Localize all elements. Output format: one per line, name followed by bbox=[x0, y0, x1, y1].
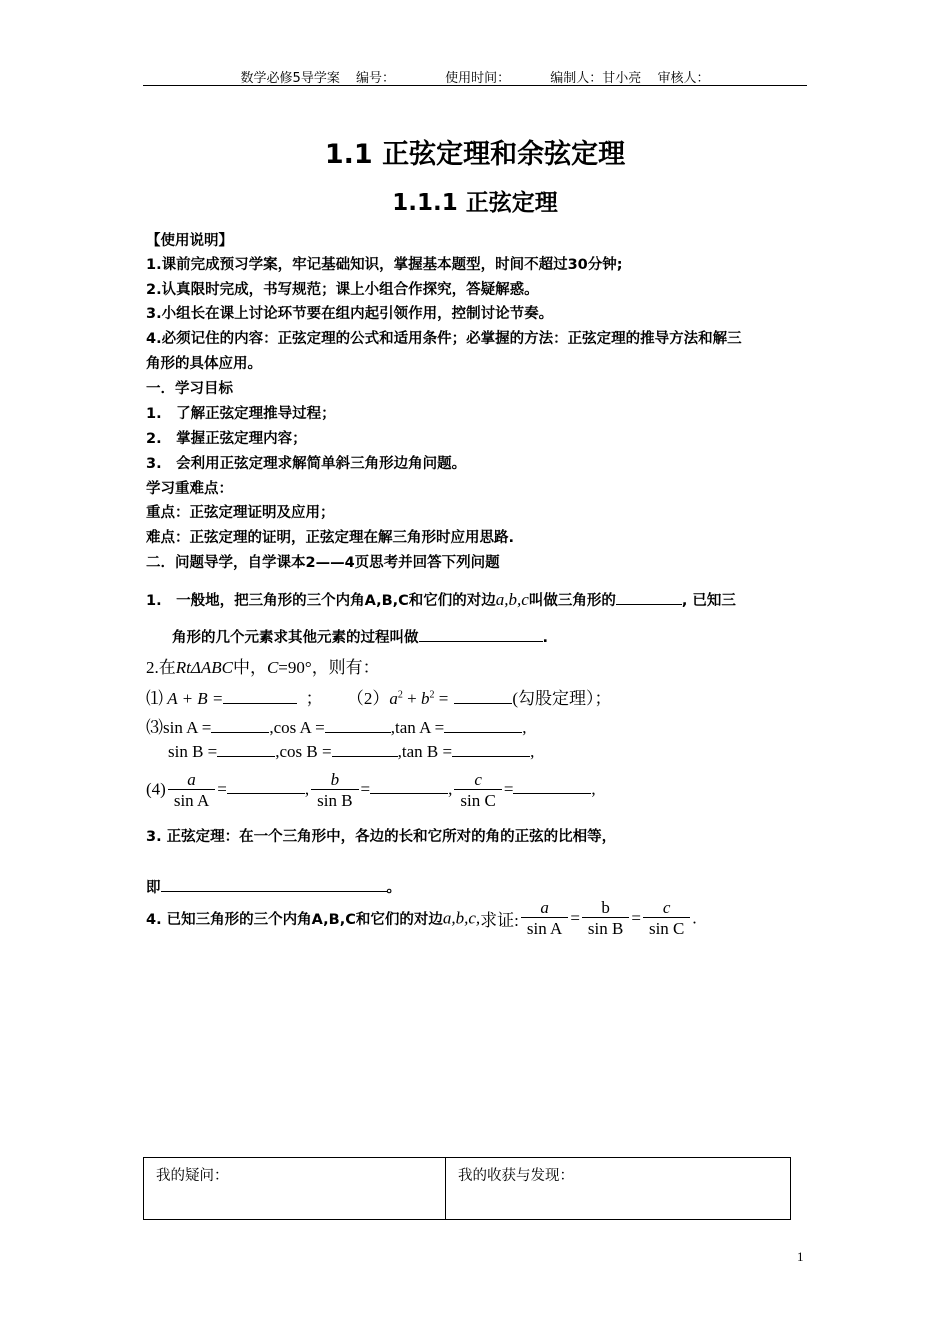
usage-item-2: 2.认真限时完成，书写规范；课上小组合作探究，答疑解惑。 bbox=[146, 282, 539, 298]
header-course: 数学必修5导学案 bbox=[240, 71, 340, 86]
question-1 bbox=[146, 589, 736, 610]
question-1-line2 bbox=[172, 626, 548, 647]
header-time: 使用时间： bbox=[445, 71, 511, 86]
page-header bbox=[0, 67, 950, 86]
header-divider bbox=[143, 85, 807, 86]
q2-triangle: RtΔABC bbox=[175, 658, 233, 677]
q4-fraction-c-num: c bbox=[662, 898, 671, 917]
q4-fraction-b-den: sin B bbox=[582, 917, 629, 939]
q2-eq: =90° bbox=[278, 658, 312, 677]
header-number: 编号： bbox=[355, 71, 395, 86]
q2-1-blank[interactable] bbox=[223, 689, 297, 704]
goal-item-2: 2. 掌握正弦定理内容； bbox=[146, 431, 307, 447]
keypoints-heading: 学习重难点： bbox=[146, 481, 233, 497]
q1-text: 1. 一般地，把三角形的三个内角A,B,C和它们的对边 bbox=[146, 593, 496, 609]
q3-end: 。 bbox=[386, 880, 401, 896]
usage-item-4-cont: 角形的具体应用。 bbox=[146, 356, 262, 372]
q2-2-blank[interactable] bbox=[454, 689, 512, 704]
goals-heading: 一．学习目标 bbox=[146, 381, 233, 397]
keypoint-difficult: 难点：正弦定理的证明，正弦定理在解三角形时应用思路. bbox=[146, 530, 515, 546]
q3-blank[interactable] bbox=[161, 877, 387, 892]
q1-line2-text: 角形的几个元素求其他元素的过程叫做 bbox=[172, 630, 419, 646]
q4-end: . bbox=[692, 908, 697, 928]
q1-vars: a,b,c bbox=[495, 590, 529, 609]
fraction-c-den: sin C bbox=[454, 789, 501, 811]
usage-item-1: 1.课前完成预习学案，牢记基础知识，掌握基本题型，时间不超过30分钟; bbox=[146, 257, 623, 273]
q4-vars: a,b,c, bbox=[442, 908, 481, 928]
q4-fraction-b bbox=[582, 898, 629, 939]
q4-prove: 求证: bbox=[480, 911, 519, 930]
q4-fraction-c-den: sin C bbox=[643, 917, 690, 939]
q2-tail: ，则有： bbox=[311, 658, 380, 677]
row2-cos-blank[interactable] bbox=[332, 742, 398, 757]
goal-item-1: 1. 了解正弦定理推导过程； bbox=[146, 406, 336, 422]
q4-fraction-b-num: b bbox=[601, 898, 610, 917]
q2-label: 2.在 bbox=[146, 658, 176, 677]
notes-table bbox=[143, 1157, 791, 1220]
usage-item-4: 4.必须记住的内容：正弦定理的公式和适用条件；必掌握的方法：正弦定理的推导方法和解三 bbox=[146, 331, 742, 347]
q2-2-sup-a: 2 bbox=[397, 689, 403, 701]
fraction-b-blank[interactable] bbox=[370, 779, 448, 794]
q2-2-plus: + bbox=[402, 689, 421, 708]
q1-blank-2[interactable] bbox=[419, 627, 543, 642]
question-3: 3. 正弦定理：在一个三角形中，各边的长和它所对的角的正弦的比相等， bbox=[146, 829, 617, 845]
row2-sin: sin B = bbox=[168, 742, 218, 761]
q4-text: 4. 已知三角形的三个内角A,B,C和它们的对边 bbox=[146, 912, 443, 928]
q2-angle: C bbox=[266, 658, 279, 677]
q2-2-sup-b: 2 bbox=[429, 689, 435, 701]
fraction-b bbox=[311, 770, 358, 811]
header-reviewer: 审核人： bbox=[657, 71, 710, 86]
q2-1-sep: ； bbox=[305, 689, 323, 708]
usage-heading: 【使用说明】 bbox=[146, 233, 233, 249]
keypoint-key: 重点：正弦定理证明及应用； bbox=[146, 505, 335, 521]
q2-3-label: ⑶ bbox=[146, 718, 163, 737]
question-2 bbox=[146, 653, 380, 678]
page-subtitle: 1.1.1 正弦定理 bbox=[392, 190, 558, 216]
my-questions-label: 我的疑问： bbox=[156, 1168, 229, 1184]
notes-divider bbox=[445, 1158, 446, 1219]
question-4: 4. 已知三角形的三个内角A,B,C和它们的对边a,b,c,求证: $\frac{a}{\text{sin A}}$ = $\frac{b}{\text{sin B}}$ = $\frac{c}{\text{sin C}}$ . bbox=[146, 898, 697, 938]
q4-fraction-a bbox=[521, 898, 568, 939]
q2-2-label: （2） bbox=[346, 689, 390, 708]
my-gains-label: 我的收获与发现： bbox=[458, 1168, 574, 1184]
q4-fraction-a-den: sin A bbox=[521, 917, 568, 939]
question-2-part-3-row1: ⑶sin A = ,cos A = ,tan A = , bbox=[146, 718, 527, 737]
q2-1-label: ⑴ bbox=[146, 689, 163, 708]
row2-cos: cos B = bbox=[279, 742, 332, 761]
q2-2-eq: = bbox=[434, 689, 449, 708]
row2-tan: tan B = bbox=[401, 742, 453, 761]
row1-sin-blank[interactable] bbox=[211, 718, 269, 733]
q2-1-expr: A + B = bbox=[167, 689, 224, 708]
fraction-a-den: sin A bbox=[168, 789, 215, 811]
q2-4-label: (4) bbox=[146, 779, 166, 799]
q2-mid: 中， bbox=[232, 658, 267, 677]
q1-blank-1[interactable] bbox=[616, 590, 682, 605]
question-3-line2 bbox=[146, 876, 401, 897]
usage-item-3: 3.小组长在课上讨论环节要在组内起引领作用，控制讨论节奏。 bbox=[146, 306, 554, 322]
fraction-b-den: sin B bbox=[311, 789, 358, 811]
header-editor: 编制人：甘小亮 bbox=[550, 71, 642, 86]
row1-cos-blank[interactable] bbox=[325, 718, 391, 733]
q1-text-2: 叫做三角形的 bbox=[528, 593, 616, 609]
fraction-a-blank[interactable] bbox=[227, 779, 305, 794]
q3-label: 即 bbox=[146, 880, 161, 896]
goal-item-3: 3. 会利用正弦定理求解简单斜三角形边角问题。 bbox=[146, 456, 467, 472]
q2-2-b: b bbox=[421, 689, 430, 708]
row1-cos: cos A = bbox=[273, 718, 325, 737]
row1-tan: tan A = bbox=[394, 718, 445, 737]
q1-end: . bbox=[542, 630, 549, 646]
question-2-part-4: (4) $\frac{a}{\text{sin A}}$ = , $\frac{b}{\text{sin B}}$ = , $\frac{c}{\text{sin C}}$ = , bbox=[146, 770, 596, 810]
fraction-a-num: a bbox=[187, 770, 196, 789]
fraction-c-blank[interactable] bbox=[513, 779, 591, 794]
fraction-a bbox=[168, 770, 215, 811]
question-2-part-3-row2: sin B = ,cos B = ,tan B = , bbox=[168, 742, 535, 761]
q2-2-note: (勾股定理）； bbox=[512, 689, 612, 708]
page-title: 1.1 正弦定理和余弦定理 bbox=[324, 139, 626, 170]
row2-tan-blank[interactable] bbox=[452, 742, 530, 757]
fraction-b-num: b bbox=[330, 770, 340, 789]
row2-sin-blank[interactable] bbox=[217, 742, 275, 757]
page-number: 1 bbox=[797, 1249, 804, 1264]
row1-sin: sin A = bbox=[163, 718, 212, 737]
q4-fraction-a-num: a bbox=[540, 898, 549, 917]
row1-tan-blank[interactable] bbox=[444, 718, 522, 733]
fraction-c-num: c bbox=[474, 770, 482, 789]
q1-text-3: , 已知三 bbox=[681, 593, 736, 609]
q4-fraction-c bbox=[643, 898, 690, 939]
fraction-c bbox=[454, 770, 501, 811]
q2-2-a: a bbox=[389, 689, 398, 708]
question-2-parts-1-2 bbox=[146, 684, 612, 709]
section2-heading: 二．问题导学，自学课本2——4页思考并回答下列问题 bbox=[146, 555, 500, 571]
